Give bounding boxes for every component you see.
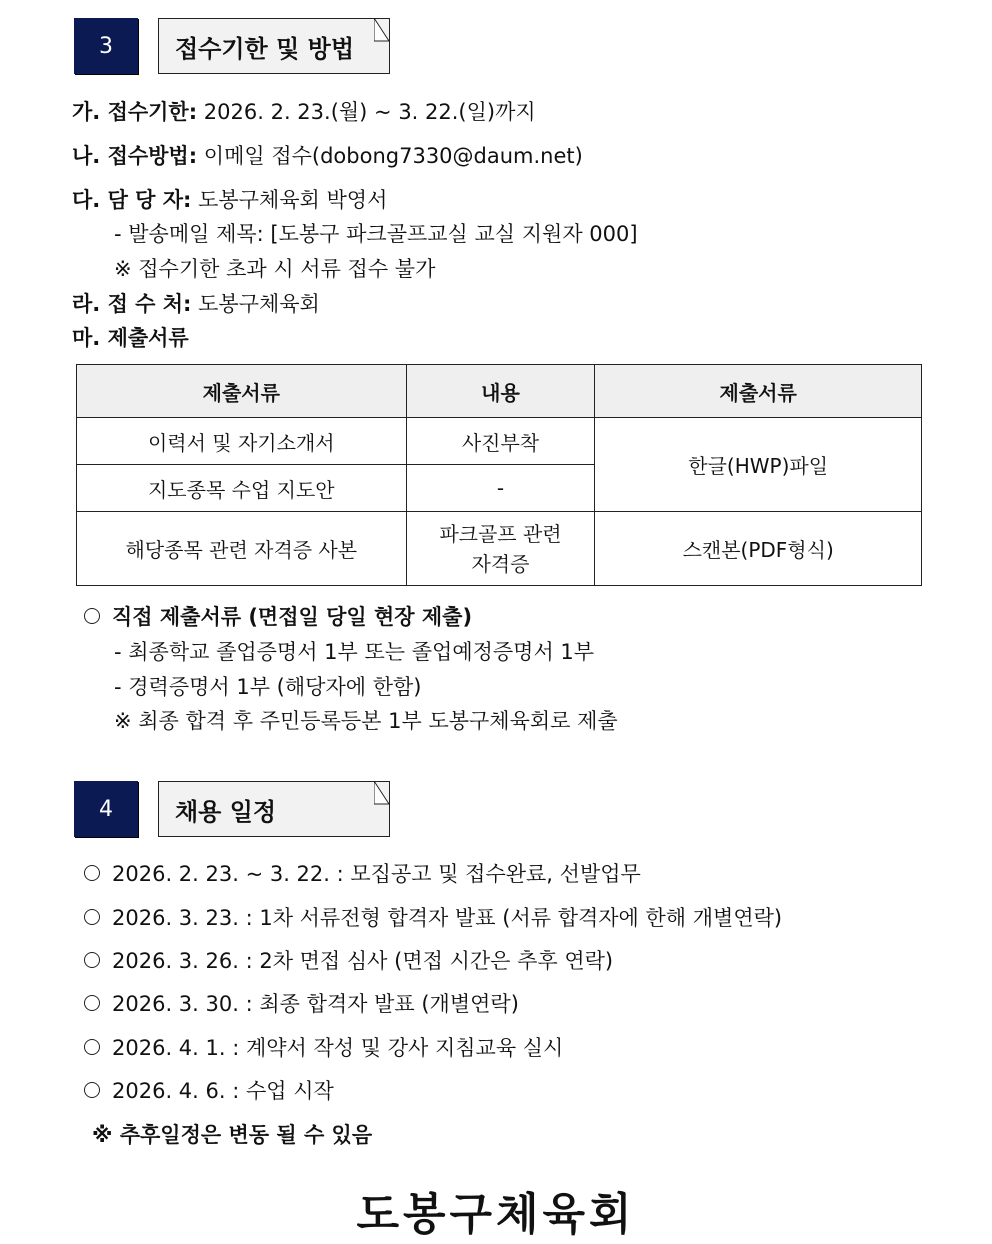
table-row	[77, 418, 922, 465]
schedule-text: 2026. 4. 1. : 계약서 작성 및 강사 지침교육 실시	[112, 1036, 564, 1060]
schedule-item	[84, 945, 613, 975]
table-cell: 스캔본(PDF형식)	[595, 512, 922, 586]
schedule-note: ※ 추후일정은 변동 될 수 있음	[92, 1123, 373, 1147]
section-title: 채용 일정	[175, 797, 277, 826]
table-cell: 사진부착	[406, 418, 595, 465]
table-cell	[406, 512, 595, 586]
table-cell-merged: 한글(HWP)파일	[595, 418, 922, 512]
item-label: 나. 접수방법:	[72, 144, 198, 168]
deadline-note: ※ 접수기한 초과 시 서류 접수 불가	[114, 257, 436, 281]
schedule-item	[84, 1075, 334, 1105]
schedule-item	[84, 858, 641, 888]
circle-bullet-icon	[84, 952, 100, 968]
circle-bullet-icon	[84, 995, 100, 1011]
cell-line: 자격증	[471, 551, 530, 576]
item-deadline	[72, 96, 536, 126]
direct-submission-title	[84, 601, 472, 631]
email-subject-note: - 발송메일 제목: [도봉구 파크골프교실 교실 지원자 000]	[114, 222, 638, 246]
item-contact	[72, 184, 387, 214]
section-title-box	[158, 781, 390, 837]
schedule-item	[84, 988, 519, 1018]
schedule-text: 2026. 4. 6. : 수업 시작	[112, 1079, 334, 1103]
folded-corner-icon	[374, 18, 390, 42]
table-header: 제출서류	[595, 365, 922, 418]
table-header-row	[77, 365, 922, 418]
table-header: 제출서류	[77, 365, 407, 418]
item-method	[72, 140, 583, 170]
schedule-text: 2026. 3. 23. : 1차 서류전형 합격자 발표 (서류 합격자에 한해 개별연락)	[112, 906, 783, 930]
item-label: 다. 담 당 자:	[72, 188, 192, 212]
item-value: 도봉구체육회	[191, 292, 320, 316]
item-documents-label: 마. 제출서류	[72, 326, 189, 350]
folded-corner-icon	[374, 781, 390, 805]
table-cell: 해당종목 관련 자격증 사본	[77, 512, 407, 586]
item-value: 이메일 접수(dobong7330@daum.net)	[197, 144, 583, 168]
section-title: 접수기한 및 방법	[175, 34, 354, 63]
table-cell: -	[406, 465, 595, 512]
table-row	[77, 512, 922, 586]
section-number-badge	[74, 781, 138, 837]
circle-bullet-icon	[84, 1039, 100, 1055]
table-header: 내용	[406, 365, 595, 418]
table-cell: 지도종목 수업 지도안	[77, 465, 407, 512]
schedule-item	[84, 1032, 563, 1062]
table-cell: 이력서 및 자기소개서	[77, 418, 407, 465]
item-label: 라. 접 수 처:	[72, 292, 192, 316]
schedule-item	[84, 902, 782, 932]
item-label: 가. 접수기한:	[72, 100, 198, 124]
section-title-box	[158, 18, 390, 74]
documents-table	[76, 364, 922, 586]
item-value: 도봉구체육회 박영서	[191, 188, 388, 212]
cell-line: 파크골프 관련	[439, 521, 562, 546]
direct-line: ※ 최종 합격 후 주민등록등본 1부 도봉구체육회로 제출	[114, 709, 618, 733]
schedule-text: 2026. 3. 26. : 2차 면접 심사 (면접 시간은 추후 연락)	[112, 949, 614, 973]
item-value: 2026. 2. 23.(월) ~ 3. 22.(일)까지	[197, 100, 536, 124]
direct-line: - 최종학교 졸업증명서 1부 또는 졸업예정증명서 1부	[114, 640, 595, 664]
circle-bullet-icon	[84, 608, 100, 624]
item-receiver	[72, 288, 320, 318]
organization-name: 도봉구체육회	[356, 1189, 636, 1240]
direct-title-text: 직접 제출서류 (면접일 당일 현장 제출)	[112, 605, 473, 629]
schedule-text: 2026. 3. 30. : 최종 합격자 발표 (개별연락)	[112, 992, 519, 1016]
circle-bullet-icon	[84, 1082, 100, 1098]
section-number: 3	[99, 33, 113, 59]
section-number-badge	[74, 18, 138, 74]
direct-line: - 경력증명서 1부 (해당자에 한함)	[114, 675, 422, 699]
circle-bullet-icon	[84, 909, 100, 925]
section-number: 4	[99, 796, 113, 822]
schedule-text: 2026. 2. 23. ~ 3. 22. : 모집공고 및 접수완료, 선발업무	[112, 862, 641, 886]
circle-bullet-icon	[84, 865, 100, 881]
